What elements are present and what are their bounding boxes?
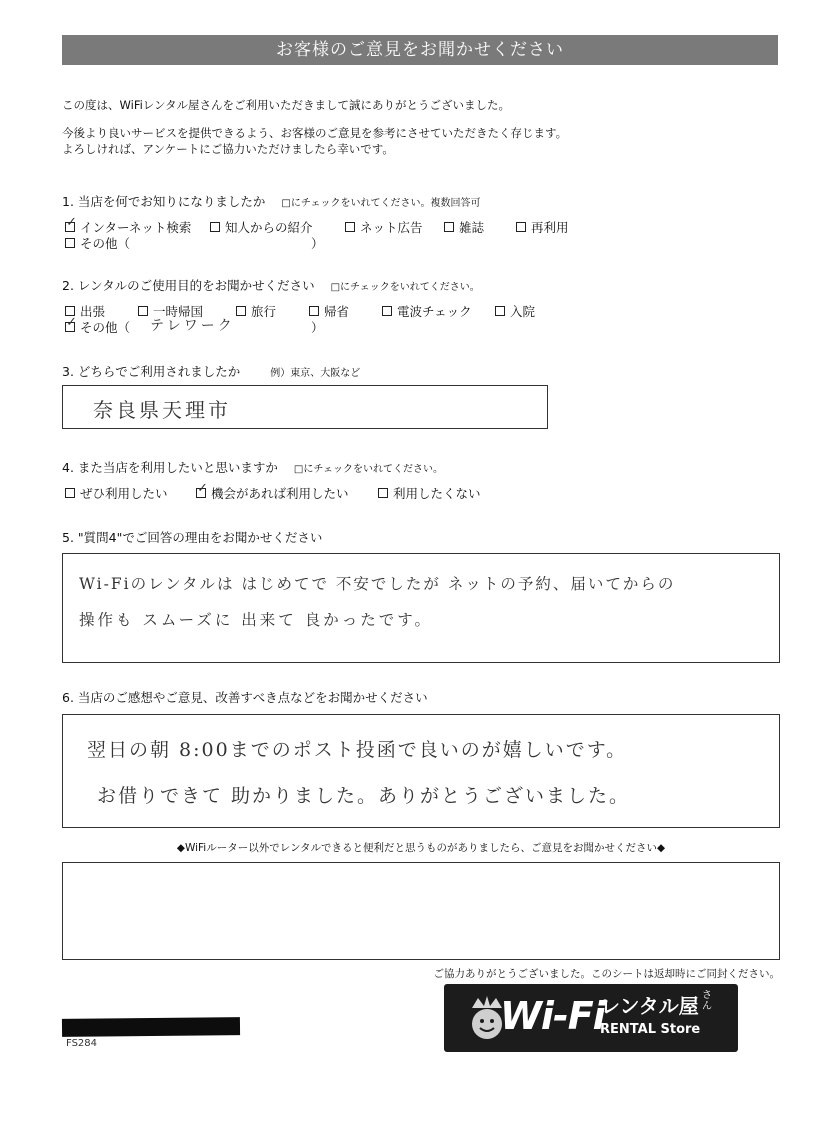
checkbox[interactable] (345, 222, 355, 232)
option-label: インターネット検索 (80, 220, 192, 235)
question-1 (62, 192, 481, 210)
option-label: ぜひ利用したい (80, 486, 168, 501)
intro-line-1: この度は、WiFiレンタル屋さんをご利用いただきまして誠にありがとうございました。 (62, 98, 511, 112)
question-3-label: 3. どちらでご利用されましたか (62, 364, 241, 379)
logo-wifi: Wi-Fi (500, 994, 605, 1038)
q6-answer-line-2: お借りできて 助かりました。ありがとうございました。 (97, 785, 631, 807)
intro-line-3: よろしければ、アンケートにご協力いただけましたら幸いです。 (62, 142, 394, 156)
question-2 (62, 276, 480, 294)
question-4-note: □にチェックをいれてください。 (293, 464, 444, 475)
redacted-barcode (62, 1017, 240, 1037)
question-2-note: □にチェックをいれてください。 (330, 282, 480, 293)
q2-option-travel[interactable] (236, 302, 276, 320)
checkbox-checked[interactable] (65, 222, 75, 232)
option-label: 旅行 (251, 304, 277, 319)
option-label: 一時帰国 (153, 304, 204, 319)
checkbox[interactable] (138, 306, 148, 316)
q4-option-no[interactable] (378, 484, 481, 502)
checkbox[interactable] (495, 306, 505, 316)
q4-option-definitely[interactable] (65, 484, 168, 502)
logo-en: RENTAL Store (600, 1022, 701, 1037)
q1-other-close: ） (311, 236, 324, 251)
q3-answer: 奈良県天理市 (93, 398, 231, 422)
q1-option-net-ad[interactable] (345, 218, 423, 236)
q1-option-other[interactable] (65, 234, 130, 252)
q1-option-magazine[interactable] (444, 218, 484, 236)
checkbox[interactable] (378, 488, 388, 498)
question-1-note: □にチェックをいれてください。複数回答可 (281, 198, 481, 209)
extra-answer-box[interactable] (62, 862, 780, 960)
question-3 (62, 362, 360, 380)
checkbox[interactable] (236, 306, 246, 316)
option-label: 帰省 (324, 304, 350, 319)
q2-option-signal-check[interactable] (382, 302, 472, 320)
checkbox[interactable] (65, 488, 75, 498)
q2-option-other[interactable] (65, 318, 130, 336)
checkbox-checked[interactable] (196, 488, 206, 498)
checkbox[interactable] (210, 222, 220, 232)
option-label: 知人からの紹介 (225, 220, 313, 235)
question-2-label: 2. レンタルのご使用目的をお聞かせください (62, 278, 315, 293)
intro-line-2: 今後より良いサービスを提供できるよう、お客様のご意見を参考にさせていただきたく存じます。 (62, 126, 568, 140)
logo-jp: レンタル屋 (600, 994, 699, 1018)
checkbox[interactable] (516, 222, 526, 232)
logo-san: さん (702, 990, 712, 1012)
q2-option-hospital[interactable] (495, 302, 535, 320)
option-label: 機会があれば利用したい (211, 486, 349, 501)
q5-answer-box[interactable] (62, 553, 780, 663)
brand-logo (444, 984, 738, 1052)
q2-other-answer: テレワーク (150, 318, 235, 334)
checkbox[interactable] (382, 306, 392, 316)
option-label: その他（ (80, 236, 131, 251)
checkbox[interactable] (444, 222, 454, 232)
question-6: 6. 当店のご感想やご意見、改善すべき点などをお聞かせください (62, 690, 428, 705)
option-label: 出張 (80, 304, 106, 319)
option-label: 電波チェック (397, 304, 472, 319)
form-code: FS284 (66, 1038, 98, 1049)
question-3-note: 例）東京、大阪など (270, 368, 361, 379)
extra-prompt: ◆WiFiルーター以外でレンタルできると便利だと思うものがありましたら、ご意見をお聞かせください◆ (176, 842, 666, 854)
option-label: 雑誌 (459, 220, 485, 235)
question-4 (62, 458, 443, 476)
q3-answer-box[interactable] (62, 385, 548, 429)
closing-note: ご協力ありがとうございました。このシートは返却時にご同封ください。 (433, 968, 780, 980)
q4-option-if-chance[interactable] (196, 484, 349, 502)
question-5: 5. "質問4"でご回答の理由をお聞かせください (62, 530, 323, 545)
option-label: 入院 (510, 304, 536, 319)
option-label: その他（ (80, 320, 131, 335)
q1-option-reuse[interactable] (516, 218, 569, 236)
checkbox[interactable] (65, 238, 75, 248)
page-title: お客様のご意見をお聞かせください (62, 35, 778, 65)
q1-option-referral[interactable] (210, 218, 313, 236)
q5-answer-line-1: Wi-Fiのレンタルは はじめてで 不安でしたが ネットの予約、届いてからの (79, 575, 676, 593)
q5-answer-line-2: 操作も スムーズに 出来て 良かったです。 (79, 611, 433, 629)
option-label: 再利用 (531, 220, 569, 235)
question-1-label: 1. 当店を何でお知りになりましたか (62, 194, 266, 209)
q6-answer-box[interactable] (62, 714, 780, 828)
option-label: ネット広告 (360, 220, 423, 235)
q2-other-close: ） (311, 320, 324, 335)
option-label: 利用したくない (393, 486, 481, 501)
question-4-label: 4. また当店を利用したいと思いますか (62, 460, 278, 475)
checkbox[interactable] (309, 306, 319, 316)
q6-answer-line-1: 翌日の朝 8:00までのポスト投函で良いのが嬉しいです。 (87, 739, 628, 761)
checkbox-checked[interactable] (65, 322, 75, 332)
